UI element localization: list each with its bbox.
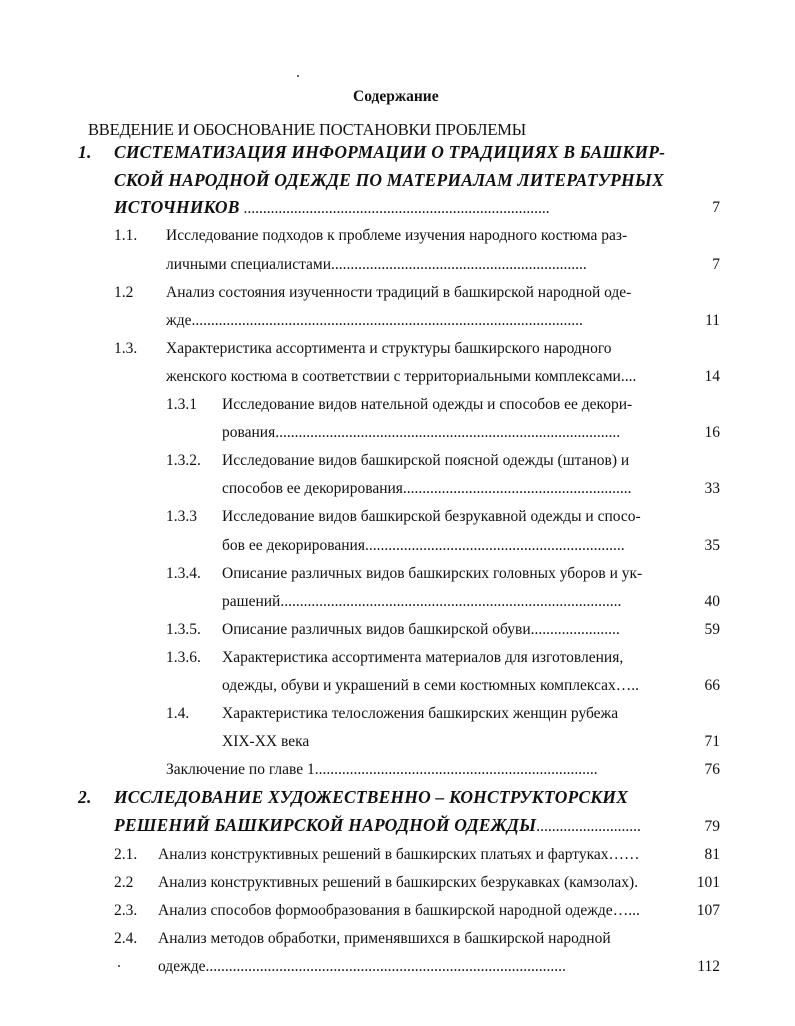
- chapter-title-line: ИССЛЕДОВАНИЕ ХУДОЖЕСТВЕННО – КОНСТРУКТОРСКИХ: [114, 787, 629, 807]
- chapter-title-line: [114, 198, 550, 218]
- entry-number: 1.3.4.: [166, 565, 201, 582]
- page-number: 35: [704, 537, 720, 554]
- leader-dots: .........................................................................................: [275, 424, 621, 441]
- entry-title-line: [166, 312, 583, 330]
- conclusion-label: Заключение по главе 1: [166, 761, 315, 778]
- page-number: 14: [704, 368, 720, 385]
- entry-title-line: Характеристика ассортимента и структуры башкирского народного: [166, 340, 612, 357]
- entry-title-line: Анализ состояния изученности традиций в башкирской народной оде-: [166, 284, 632, 301]
- entry-number: 2.2: [114, 874, 134, 891]
- toc-title: Содержание: [353, 88, 439, 105]
- page-number: 33: [704, 480, 720, 497]
- scan-speck: [297, 75, 299, 77]
- entry-title-line: XIX-XX века: [222, 733, 310, 750]
- entry-number: 2.1.: [114, 846, 138, 863]
- chapter-title-line: СКОЙ НАРОДНОЙ ОДЕЖДЕ ПО МАТЕРИАЛАМ ЛИТЕРАТУРНЫХ: [114, 170, 664, 190]
- entry-title-line: [166, 256, 587, 274]
- page-number: 76: [704, 761, 720, 778]
- entry-number: 1.1.: [114, 227, 138, 244]
- entry-number: 1.4.: [166, 705, 190, 722]
- entry-title-line: Характеристика ассортимента материалов для изготовления,: [222, 649, 624, 666]
- entry-title-line: Анализ методов обработки, применявшихся в башкирской народной: [158, 930, 611, 947]
- chapter-title-end: РЕШЕНИЙ БАШКИРСКОЙ НАРОДНОЙ ОДЕЖДЫ: [114, 815, 537, 835]
- leader-dots: ........................................................................................: [280, 593, 622, 610]
- entry-title-end: бов ее декорирования: [222, 537, 365, 554]
- leader-dots: ..................................................................: [331, 256, 587, 273]
- entry-title-line: Описание различных видов башкирских головных уборов и ук-: [222, 565, 643, 582]
- entry-title-line: [158, 958, 566, 976]
- chapter-title-line: СИСТЕМАТИЗАЦИЯ ИНФОРМАЦИИ О ТРАДИЦИЯХ В БАШКИР-: [114, 142, 666, 162]
- entry-title-line: Исследование видов нательной одежды и способов ее декори-: [222, 396, 633, 413]
- entry-number: 1.3.3: [166, 508, 197, 525]
- page-number: 7: [712, 256, 720, 273]
- entry-number: 1.2: [114, 284, 134, 301]
- entry-number: 1.3.: [114, 340, 138, 357]
- page-number: 101: [696, 874, 720, 891]
- leader-dots: .........................................................................: [314, 761, 598, 778]
- leader-dots: .............................................................................................: [205, 958, 566, 975]
- entry-title-line: [222, 424, 620, 442]
- entry-title-line: одежды, обуви и украшений в семи костюмных комплексах…..: [222, 677, 639, 694]
- entry-number: 2.4.: [114, 930, 138, 947]
- entry-number: 1.3.5.: [166, 621, 201, 638]
- page-number: 7: [712, 199, 720, 216]
- entry-title-end: одежде: [158, 958, 206, 975]
- entry-title-end: Описание различных видов башкирской обуви: [222, 621, 531, 638]
- page-number: 66: [704, 677, 720, 694]
- conclusion-title: [166, 761, 598, 779]
- chapter-title-line: [114, 816, 641, 836]
- entry-title-line: Анализ конструктивных решений в башкирских платьях и фартуках……: [158, 846, 640, 863]
- leader-dots: ...............................................................................: [243, 200, 550, 217]
- entry-title-line: Характеристика телосложения башкирских женщин рубежа: [222, 705, 619, 722]
- entry-title-line: Исследование подходов к проблеме изучения народного костюма раз-: [166, 227, 628, 244]
- page-number: 112: [697, 958, 720, 975]
- entry-number: 1.3.2.: [166, 452, 201, 469]
- leader-dots: .....................................................................................................: [191, 312, 583, 329]
- entry-title-line: [222, 621, 620, 639]
- toc-intro: ВВЕДЕНИЕ И ОБОСНОВАНИЕ ПОСТАНОВКИ ПРОБЛЕМЫ: [88, 120, 526, 139]
- leader-dots: ...........................: [536, 818, 641, 835]
- chapter-title-end: ИСТОЧНИКОВ: [114, 197, 240, 217]
- entry-title-line: Анализ способов формообразования в башкирской народной одежде…...: [158, 902, 640, 919]
- page-number: 71: [704, 733, 720, 750]
- page-number: 81: [704, 846, 720, 863]
- entry-title-end: личными специалистами: [166, 256, 332, 273]
- entry-title-line: [222, 480, 632, 498]
- chapter-number: 2.: [78, 787, 92, 807]
- entry-title-end: способов ее декорирования: [222, 480, 403, 497]
- chapter-number: 1.: [78, 142, 92, 162]
- entry-title-line: [222, 593, 621, 611]
- entry-number: 2.3.: [114, 902, 138, 919]
- page-number: 16: [704, 424, 720, 441]
- page-number: 107: [696, 902, 720, 919]
- leader-dots: .......................: [530, 621, 620, 638]
- entry-number: 1.3.1: [166, 396, 197, 413]
- entry-title-end: рования: [222, 424, 276, 441]
- entry-title-end: рашений: [222, 593, 281, 610]
- scan-speck: [118, 965, 120, 967]
- entry-title-line: Исследование видов башкирской безрукавной одежды и спосо-: [222, 508, 641, 525]
- entry-title-line: Исследование видов башкирской поясной одежды (штанов) и: [222, 452, 630, 469]
- entry-title-line: женского костюма в соответствии с территориальными комплексами....: [166, 368, 637, 385]
- leader-dots: ...................................................................: [364, 537, 625, 554]
- entry-title-end: жде: [166, 312, 192, 329]
- page-number: 11: [705, 312, 720, 329]
- entry-title-line: [222, 537, 625, 555]
- page-number: 59: [704, 621, 720, 638]
- entry-number: 1.3.6.: [166, 649, 201, 666]
- page-number: 79: [704, 818, 720, 835]
- leader-dots: ...........................................................: [402, 480, 632, 497]
- page-number: 40: [704, 593, 720, 610]
- entry-title-line: Анализ конструктивных решений в башкирских безрукавках (камзолах).: [158, 874, 639, 891]
